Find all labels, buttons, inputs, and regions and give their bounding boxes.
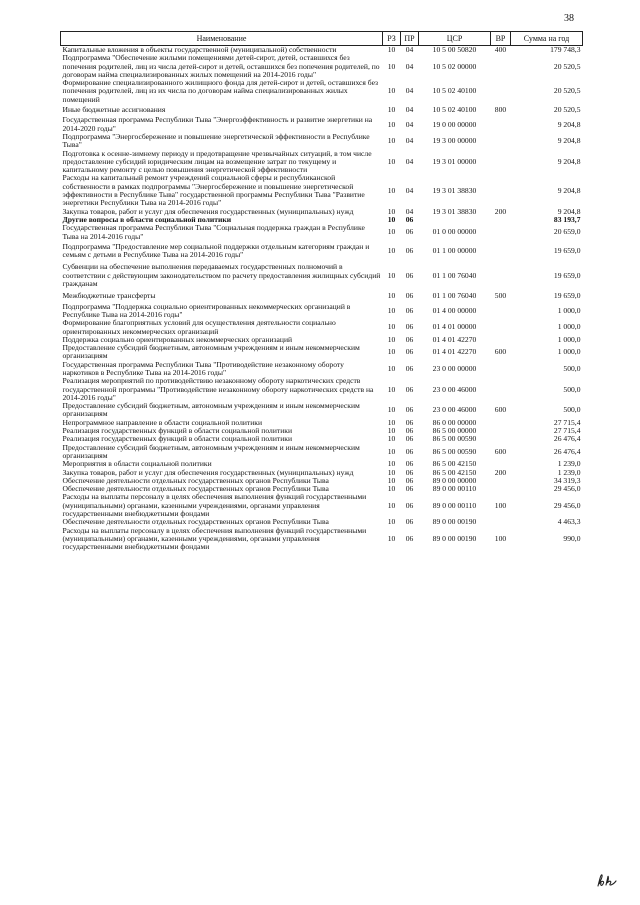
cell-pr: 06 — [405, 426, 414, 436]
cell-pr: 06 — [405, 305, 414, 315]
cell-pr: 06 — [405, 270, 414, 280]
signature-scribble-icon — [596, 872, 618, 888]
cell-rz: 10 — [387, 119, 396, 129]
header-sum: Сумма на год — [511, 32, 583, 46]
cell-rz: 10 — [387, 86, 396, 96]
cell-sum: 1 239,0 — [557, 467, 581, 477]
cell-vr: 600 — [494, 405, 507, 415]
cell-csr: 89 0 00 00000 — [432, 475, 477, 485]
cell-sum: 19 659,0 — [553, 245, 581, 255]
cell-csr: 19 3 01 00000 — [432, 156, 477, 166]
cell-vr — [491, 518, 511, 526]
cell-name: Капитальные вложения в объекты государственной (муниципальной) собственности — [62, 45, 337, 54]
cell-csr: 01 4 01 42270 — [432, 334, 477, 344]
cell-pr: 04 — [405, 136, 414, 146]
cell-csr: 10 5 00 50820 — [432, 45, 477, 54]
cell-pr: 06 — [405, 291, 414, 301]
cell-vr — [491, 435, 511, 443]
cell-rz: 10 — [387, 270, 396, 280]
table-row — [61, 319, 583, 336]
table-row — [61, 54, 583, 79]
cell-rz: 10 — [387, 214, 396, 224]
cell-rz: 10 — [387, 245, 396, 255]
cell-vr — [491, 477, 511, 485]
cell-pr: 06 — [405, 322, 414, 332]
cell-name: Обеспечение деятельности отдельных государственных органов Республики Тыва — [62, 517, 329, 527]
cell-sum: 4 463,3 — [557, 517, 581, 527]
cell-csr: 01 1 00 00000 — [432, 245, 477, 255]
cell-rz: 10 — [387, 347, 396, 357]
cell-vr — [491, 241, 511, 262]
cell-sum: 1 239,0 — [557, 459, 581, 469]
cell-name: Реализация мероприятий по противодействию незаконному обороту наркотических средств государственной программы "Противодействие незаконному обороту наркотических средств на 2014-2016 годы" — [62, 376, 374, 402]
cell-sum: 26 476,4 — [553, 446, 581, 456]
cell-rz: 10 — [387, 156, 396, 166]
cell-rz: 10 — [387, 484, 396, 494]
cell-csr: 01 1 00 76040 — [432, 291, 477, 301]
table-row — [61, 261, 583, 290]
cell-name: Подпрограмма "Предоставление мер социальной поддержки отдельным категориям граждан и семьям с детьми в Республике Тыва на 2014-2016 годы" — [62, 241, 370, 260]
cell-sum: 990,0 — [563, 533, 581, 543]
cell-pr: 04 — [405, 156, 414, 166]
table-row — [61, 290, 583, 302]
cell-name: Подпрограмма "Поддержка социально ориентированных некоммерческих организаций в Республике Тыва на 2014-2016 годы" — [62, 301, 351, 319]
cell-vr: 200 — [494, 467, 507, 477]
cell-pr: 06 — [405, 533, 414, 543]
cell-pr: 06 — [405, 484, 414, 494]
cell-sum: 19 659,0 — [553, 270, 581, 280]
cell-name: Подпрограмма "Обеспечение жилыми помещениями детей-сирот, детей, оставшихся без попечения родителей, лиц из числа детей-сирот и детей, оставшихся без попечения родителей, по договорам найма специализированных жилых помещений на 2014-2016 годы" — [62, 53, 380, 79]
cell-sum: 9 204,8 — [557, 156, 581, 166]
cell-name: Иные бюджетные ассигнования — [62, 105, 166, 115]
cell-csr: 89 0 00 00190 — [432, 517, 477, 527]
cell-pr: 04 — [405, 185, 414, 195]
cell-name: Реализация государственных функций в области социальной политики — [62, 434, 293, 444]
cell-vr — [491, 133, 511, 150]
cell-name: Закупка товаров, работ и услуг для обеспечения государственных (муниципальных) нужд — [62, 467, 354, 477]
cell-pr: 06 — [405, 417, 414, 427]
cell-sum: 83 193,7 — [553, 214, 581, 224]
cell-vr — [491, 419, 511, 427]
cell-rz: 10 — [387, 467, 396, 477]
cell-rz: 10 — [387, 45, 396, 54]
cell-vr: 800 — [494, 105, 507, 115]
cell-pr: 04 — [405, 206, 414, 216]
table-row — [61, 344, 583, 361]
cell-csr: 01 4 00 00000 — [432, 305, 477, 315]
cell-rz: 10 — [387, 384, 396, 394]
cell-rz: 10 — [387, 185, 396, 195]
cell-pr: 06 — [405, 500, 414, 510]
cell-name: Расходы на выплаты персоналу в целях обеспечения выполнения функций государственными (муниципальными) органами, казенными учреждениями, органами управления государственными внебюджетными фондами — [62, 525, 367, 552]
cell-rz: 10 — [387, 105, 396, 115]
cell-csr: 19 0 00 00000 — [432, 119, 477, 129]
table-row — [61, 361, 583, 378]
cell-sum: 20 520,5 — [553, 105, 581, 115]
table-row — [61, 116, 583, 133]
cell-vr — [491, 216, 511, 224]
cell-sum: 1 000,0 — [557, 347, 581, 357]
cell-name: Мероприятия в области социальной политики — [62, 459, 212, 469]
cell-sum: 27 715,4 — [553, 426, 581, 436]
cell-csr: 10 5 02 00000 — [432, 61, 477, 71]
cell-sum: 9 204,8 — [557, 206, 581, 216]
cell-pr: 06 — [405, 467, 414, 477]
cell-rz: 10 — [387, 206, 396, 216]
table-body — [61, 46, 583, 552]
cell-rz: 10 — [387, 500, 396, 510]
cell-name: Непрограммное направление в области социальной политики — [62, 417, 263, 427]
cell-vr — [491, 224, 511, 241]
cell-sum: 500,0 — [563, 363, 581, 373]
table-header — [61, 32, 583, 46]
cell-vr — [491, 361, 511, 378]
header-rz: РЗ — [383, 32, 401, 46]
cell-vr — [491, 150, 511, 175]
cell-rz: 10 — [387, 475, 396, 485]
cell-name: Поддержка социально ориентированных некоммерческих организаций — [62, 334, 293, 344]
cell-csr: 89 0 00 00110 — [432, 484, 477, 494]
cell-pr: 04 — [405, 119, 414, 129]
cell-pr: 06 — [405, 517, 414, 527]
cell-pr: 06 — [405, 384, 414, 394]
cell-csr: 19 3 00 00000 — [432, 136, 477, 146]
table-row — [61, 377, 583, 402]
header-name: Наименование — [61, 32, 383, 46]
cell-csr: 23 0 00 46000 — [432, 384, 477, 394]
cell-name: Предоставление субсидий бюджетным, автономным учреждениям и иным некоммерческим организациям — [62, 442, 360, 460]
cell-csr: 23 0 00 46000 — [432, 405, 477, 415]
cell-vr — [491, 336, 511, 344]
cell-name: Государственная программа Республики Тыва "Социальная поддержка граждан в Республике Тыва на 2014-2016 годы" — [62, 223, 365, 241]
cell-sum: 500,0 — [563, 384, 581, 394]
cell-vr: 600 — [494, 347, 507, 357]
cell-csr: 86 5 00 00590 — [432, 446, 477, 456]
cell-name: Расходы на капитальный ремонт учреждений социальной сферы и республиканской собственности в рамках подпрограммы "Энергосбережение и повышение энергетической эффективности в Республике Тыва" государственной программы Республики Тыва "Развитие энергетики Республики Тыва на 2014-2016 годы" — [62, 173, 365, 208]
cell-csr: 10 5 02 40100 — [432, 86, 477, 96]
cell-csr: 01 4 01 42270 — [432, 347, 477, 357]
cell-sum: 26 476,4 — [553, 434, 581, 444]
cell-pr: 06 — [405, 446, 414, 456]
budget-table — [60, 31, 583, 552]
table-row — [61, 150, 583, 175]
cell-rz: 10 — [387, 61, 396, 71]
cell-csr: 01 1 00 76040 — [432, 270, 477, 280]
cell-name: Предоставление субсидий бюджетным, автономным учреждениям и иным некоммерческим организациям — [62, 401, 360, 419]
cell-csr: 86 5 00 00000 — [432, 426, 477, 436]
cell-name: Предоставление субсидий бюджетным, автономным учреждениям и иным некоммерческим организациям — [62, 343, 360, 361]
cell-name: Формирование специализированного жилищного фонда для детей-сирот и детей, оставшихся без попечения родителей, лиц из их числа по договорам найма специализированных жилых помещений — [62, 78, 379, 104]
cell-rz: 10 — [387, 533, 396, 543]
cell-name: Межбюджетные трансферты — [62, 291, 156, 301]
table-row — [61, 493, 583, 518]
cell-rz: 10 — [387, 305, 396, 315]
table-row — [61, 402, 583, 419]
table-row — [61, 444, 583, 461]
cell-name: Закупка товаров, работ и услуг для обеспечения государственных (муниципальных) нужд — [62, 206, 354, 216]
cell-vr — [491, 79, 511, 104]
header-csr: ЦСР — [419, 32, 491, 46]
table-row — [61, 133, 583, 150]
cell-pr: 04 — [405, 61, 414, 71]
cell-vr — [491, 427, 511, 435]
cell-name: Расходы на выплаты персоналу в целях обеспечения выполнения функций государственными (муниципальными) органами, казенными учреждениями, органами управления государственными внебюджетными фондами — [62, 492, 367, 519]
cell-vr — [491, 54, 511, 79]
cell-sum: 20 520,5 — [553, 61, 581, 71]
cell-vr: 600 — [494, 446, 507, 456]
cell-rz: 10 — [387, 363, 396, 373]
cell-pr: 06 — [405, 459, 414, 469]
cell-rz: 10 — [387, 434, 396, 444]
table-row — [61, 527, 583, 552]
cell-csr: 19 3 01 38830 — [432, 185, 477, 195]
cell-sum: 29 456,0 — [553, 484, 581, 494]
cell-pr: 06 — [405, 214, 414, 224]
cell-sum: 1 000,0 — [557, 305, 581, 315]
cell-name: Формирование благоприятных условий для осуществления деятельности социально ориентированных некоммерческих организаций — [62, 318, 336, 336]
cell-csr: 89 0 00 00190 — [432, 533, 477, 543]
cell-pr: 06 — [405, 334, 414, 344]
cell-rz: 10 — [387, 405, 396, 415]
table-row — [61, 79, 583, 104]
cell-pr: 06 — [405, 245, 414, 255]
cell-csr: 89 0 00 00110 — [432, 500, 477, 510]
cell-csr: 01 4 01 00000 — [432, 322, 477, 332]
cell-csr: 86 0 00 00000 — [432, 417, 477, 427]
cell-pr: 06 — [405, 347, 414, 357]
handwritten-signature — [596, 872, 618, 891]
table-row — [61, 303, 583, 320]
cell-name: Субвенции на обеспечение выполнения передаваемых государственных полномочий в соответствии с действующим законодательством по расчету предоставления жилищных субсидий гражданам — [62, 262, 381, 289]
cell-sum: 20 520,5 — [553, 86, 581, 96]
cell-vr — [491, 303, 511, 320]
cell-rz: 10 — [387, 291, 396, 301]
cell-vr: 100 — [494, 533, 507, 543]
cell-vr: 100 — [494, 500, 507, 510]
cell-sum: 34 319,3 — [553, 475, 581, 485]
cell-pr: 04 — [405, 86, 414, 96]
cell-csr — [419, 216, 491, 224]
table-row — [61, 224, 583, 241]
cell-vr — [491, 319, 511, 336]
cell-vr — [491, 485, 511, 493]
cell-name: Обеспечение деятельности отдельных государственных органов Республики Тыва — [62, 475, 329, 485]
cell-csr: 01 0 00 00000 — [432, 227, 477, 237]
cell-csr: 86 5 00 42150 — [432, 459, 477, 469]
cell-sum: 20 659,0 — [553, 227, 581, 237]
cell-name: Государственная программа Республики Тыва "Противодействие незаконному обороту наркотиков в Республике Тыва на 2014-2016 годы" — [62, 359, 344, 377]
cell-pr: 06 — [405, 434, 414, 444]
cell-sum: 500,0 — [563, 405, 581, 415]
cell-rz: 10 — [387, 136, 396, 146]
cell-csr: 10 5 02 40100 — [432, 105, 477, 115]
cell-pr: 06 — [405, 363, 414, 373]
cell-rz: 10 — [387, 322, 396, 332]
cell-sum: 179 748,3 — [550, 45, 581, 54]
cell-name: Государственная программа Республики Тыва "Энергоэффективность и развитие энергетики на 2014-2020 годы" — [62, 115, 373, 133]
cell-sum: 19 659,0 — [553, 291, 581, 301]
cell-rz: 10 — [387, 227, 396, 237]
cell-name: Подпрограмма "Энергосбережение и повышение энергетической эффективности в Республике Тыва" — [62, 131, 370, 150]
cell-rz: 10 — [387, 446, 396, 456]
cell-sum: 29 456,0 — [553, 500, 581, 510]
cell-pr: 06 — [405, 475, 414, 485]
cell-rz: 10 — [387, 517, 396, 527]
cell-csr: 86 5 00 42150 — [432, 467, 477, 477]
cell-rz: 10 — [387, 426, 396, 436]
cell-rz: 10 — [387, 459, 396, 469]
cell-sum: 9 204,8 — [557, 185, 581, 195]
cell-vr — [491, 174, 511, 207]
cell-name: Обеспечение деятельности отдельных государственных органов Республики Тыва — [62, 484, 329, 494]
cell-rz: 10 — [387, 334, 396, 344]
table-row — [61, 241, 583, 262]
cell-sum: 1 000,0 — [557, 334, 581, 344]
cell-rz: 10 — [387, 417, 396, 427]
cell-vr — [491, 261, 511, 290]
header-pr: ПР — [401, 32, 419, 46]
cell-pr: 04 — [405, 105, 414, 115]
cell-sum: 9 204,8 — [557, 119, 581, 129]
cell-sum: 27 715,4 — [553, 417, 581, 427]
cell-name: Реализация государственных функций в области социальной политики — [62, 426, 293, 436]
cell-pr: 06 — [405, 227, 414, 237]
cell-name: Подготовка к осенне-зимнему периоду и предотвращение чрезвычайных ситуаций, в том числе предоставление субсидий юридическим лицам на возмещение затрат по текущему и капитальному ремонту с целью повышения энергетической эффективности — [62, 148, 372, 175]
cell-pr: 04 — [405, 45, 414, 54]
cell-vr: 500 — [494, 291, 507, 301]
cell-vr — [491, 116, 511, 133]
cell-csr: 19 3 01 38830 — [432, 206, 477, 216]
cell-sum: 1 000,0 — [557, 322, 581, 332]
header-vr: ВР — [491, 32, 511, 46]
cell-csr: 86 5 00 00590 — [432, 434, 477, 444]
cell-name: Другие вопросы в области социальной политики — [62, 214, 232, 224]
cell-csr: 23 0 00 00000 — [432, 363, 477, 373]
cell-vr: 200 — [494, 206, 507, 216]
cell-sum: 9 204,8 — [557, 136, 581, 146]
cell-vr: 400 — [494, 45, 507, 54]
page-number: 38 — [564, 13, 574, 24]
table-row — [61, 174, 583, 207]
cell-vr — [491, 377, 511, 402]
cell-pr: 06 — [405, 405, 414, 415]
